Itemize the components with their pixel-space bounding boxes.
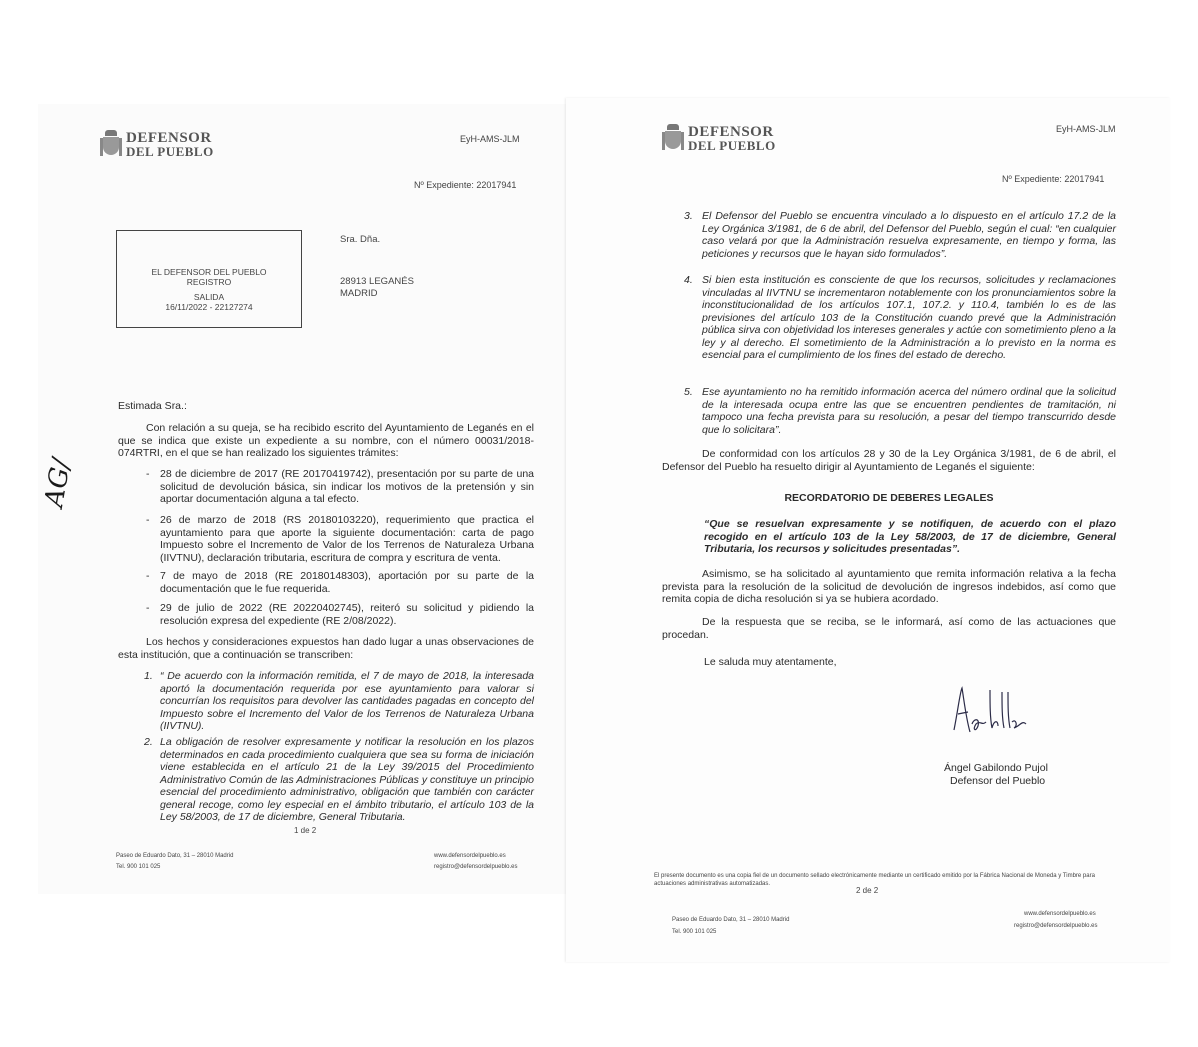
recordatorio-heading: RECORDATORIO DE DEBERES LEGALES [784, 492, 994, 504]
footer-website: www.defensordelpueblo.es [1024, 911, 1096, 917]
recipient-city: 28913 LEGANÉS [340, 276, 414, 287]
logo-line-2: DEL PUEBLO [688, 138, 776, 153]
signer-title: Defensor del Pueblo [950, 775, 1046, 787]
handwritten-initials: AG/ [39, 456, 78, 510]
footer-website: www.defensordelpueblo.es [434, 853, 506, 859]
reference-code: EyH-AMS-JLM [1056, 124, 1116, 134]
tramite-item-4: 29 de julio de 2022 (RE 20220402745), reiteró su solicitud y pidiendo la resolución expresa del expediente (RE 2/08/2022). [160, 602, 534, 627]
tramite-item-2: 26 de marzo de 2018 (RS 20180103220), requerimiento que practica el ayuntamiento para que aporte la siguiente documentación: carta de pago Impuesto sobre el Incremento de Valor de los Terrenos de Naturaleza Urbana (IIVTNU), declaración tributaria, escritura de compra y escritura de venta. [160, 514, 534, 564]
logo-line-1: DEFENSOR [688, 124, 774, 140]
intro-paragraph: Con relación a su queja, se ha recibido escrito del Ayuntamiento de Leganés en el que se indica que existe un expediente a su nombre, con el número 00031/2018-074RTRI, en el que se han realizado los siguientes trámites: [118, 422, 534, 459]
closing-salutation: Le saluda muy atentamente, [704, 656, 837, 668]
footer-email: registro@defensordelpueblo.es [434, 864, 518, 870]
hechos-paragraph: Los hechos y consideraciones expuestos han dado lugar a unas observaciones de esta institución, que a continuación se transcriben: [118, 636, 534, 661]
obs-number-3: 3. [684, 210, 693, 222]
greeting: Estimada Sra.: [118, 400, 187, 412]
observation-3: El Defensor del Pueblo se encuentra vinculado a lo dispuesto en el artículo 17.2 de la Ley Orgánica 3/1981, de 6 de abril, del Defensor del Pueblo, según el cual: “en cualquier caso velará por que la Administración resuelva expresamente, en tiempo y forma, las peticiones y recursos que le hayan sido formulados”. [702, 210, 1116, 260]
asimismo-paragraph: Asimismo, se ha solicitado al ayuntamiento que remita información relativa a la fecha prevista para la resolución de la solicitud de devolución de ingresos indebidos, así como que remita copia de dicha resolución si ya se hubiera acordado. [662, 568, 1116, 605]
registry-stamp [116, 230, 302, 328]
expediente-number: Nº Expediente: 22017941 [414, 180, 517, 190]
footer-address: Paseo de Eduardo Dato, 31 – 28010 Madrid [672, 917, 790, 923]
obs-number-5: 5. [684, 386, 693, 398]
coat-of-arms-icon [100, 130, 122, 160]
letter-page-1: DEFENSOR DEL PUEBLO EyH-AMS-JLM Nº Expediente: 22017941 EL DEFENSOR DEL PUEBLO REGISTRO SALIDA 16/11/2022 - 22127274 Sra. Dña. 28913 LEGANÉS MADRID AG/ Estimada Sra.: Con relación a su queja, se ha recibido escrito del Ayuntamiento de Leganés en el que se indica que existe un expediente a su nombre, con el número 00031/2018-074RTRI, en el que se han realizado los siguientes trámites: - 28 de diciembre de 2017 (RE 20170419742), presentación por su parte de una solicitud de devolución básica, sin indicar los motivos de la pretensión y sin aportar documentación alguna a tal efecto. - 26 de marzo de 2018 (RS 20180103220), requerimiento que practica el ayuntamiento para que aporte la siguiente documentación: carta de pago Impuesto sobre el Incremento de Valor de los Terrenos de Naturaleza Urbana (IIVTNU), declaración tributaria, escritura de compra y escritura de venta. - 7 de mayo de 2018 (RE 20180148303), aportación por su parte de la documentación que le fue requerida. - 29 de julio de 2022 (RE 20220402745), reiteró su solicitud y pidiendo la resolución expresa del expediente (RE 2/08/2022). Los hechos y consideraciones expuestos han dado lugar a unas observaciones de esta institución, que a continuación se transcriben: 1. “ De acuerdo con la información remitida, el 7 de mayo de 2018, la interesada aportó la documentación requerida por ese ayuntamiento para valorar si concurrían los requisitos para devolver las cantidades pagadas en concepto del Impuesto sobre el Incremento del Valor de los Terrenos de Naturaleza Urbana (IIVTNU). 2. La obligación de resolver expresamente y notificar la resolución en los plazos determinados en cada procedimiento cualquiera que sea su forma de iniciación viene establecida en el artículo 21 de la Ley 39/2015 del Procedimiento Administrativo Común de las Administraciones Públicas y constituye un principio esencial del procedimiento administrativo, obligación que también con carácter general recoge, como ley especial en el ámbito tributario, el artículo 103 de la Ley 58/2003, de 17 de diciembre, General Tributaria. 1 de 2 Paseo de Eduardo Dato, 31 – 28010 Madrid Tel. 900 101 025 www.defensordelpueblo.es registro@defensordelpueblo.es [38, 104, 570, 894]
signer-name: Ángel Gabilondo Pujol [944, 762, 1048, 774]
stamp-line-3: SALIDA [193, 292, 225, 302]
respuesta-paragraph: De la respuesta que se reciba, se le informará, así como de las actuaciones que procedan. [662, 616, 1116, 641]
conformidad-paragraph: De conformidad con los artículos 28 y 30 de la Ley Orgánica 3/1981, de 6 de abril, el Defensor del Pueblo ha resuelto dirigir al Ayuntamiento de Leganés el siguiente: [662, 448, 1116, 473]
observation-5: Ese ayuntamiento no ha remitido información acerca del número ordinal que la solicitud de la interesada ocupa entre las que se encuentren pendientes de tramitación, ni tampoco una fecha prevista para su resolución, a pesar del tiempo transcurrido desde que lo solicitara”. [702, 386, 1116, 436]
stamp-line-2: REGISTRO [186, 277, 232, 287]
footer-phone: Tel. 900 101 025 [672, 929, 717, 935]
logo-line-2: DEL PUEBLO [126, 144, 214, 159]
tramite-item-3: 7 de mayo de 2018 (RE 20180148303), aportación por su parte de la documentación que le fue requerida. [160, 570, 534, 595]
page-number: 1 de 2 [294, 826, 317, 835]
fnmt-note: El presente documento es una copia fiel de un documento sellado electrónicamente mediante un certificado emitido por la Fábrica Nacional de Moneda y Timbre para actuaciones administrativas automatizadas. [654, 873, 1095, 887]
institution-logo [100, 130, 214, 160]
obs-number-4: 4. [684, 274, 693, 286]
page-number: 2 de 2 [856, 886, 879, 895]
footer-phone: Tel. 900 101 025 [116, 864, 161, 870]
recordatorio-quote: “Que se resuelvan expresamente y se notifiquen, de acuerdo con el plazo recogido en el artículo 103 de la Ley 58/2003, de 17 de diciembre, General Tributaria, los recursos y solicitudes presentadas”. [704, 518, 1116, 555]
stamp-line-1: EL DEFENSOR DEL PUEBLO [151, 267, 267, 277]
coat-of-arms-icon [662, 124, 684, 154]
expediente-number: Nº Expediente: 22017941 [1002, 174, 1105, 184]
handwritten-signature [946, 680, 1036, 740]
footer-email: registro@defensordelpueblo.es [1014, 923, 1098, 929]
observation-1: “ De acuerdo con la información remitida, el 7 de mayo de 2018, la interesada aportó la documentación requerida por ese ayuntamiento para valorar si concurrían los requisitos para devolver las cantidades pagadas en concepto del Impuesto sobre el Incremento del Valor de los Terrenos de Naturaleza Urbana (IIVTNU). [160, 670, 534, 732]
logo-line-1: DEFENSOR [126, 130, 212, 146]
obs-number-2: 2. [144, 736, 153, 748]
recipient-name: Sra. Dña. [340, 234, 381, 245]
reference-code: EyH-AMS-JLM [460, 134, 520, 144]
tramite-item-1: 28 de diciembre de 2017 (RE 20170419742), presentación por su parte de una solicitud de devolución básica, sin indicar los motivos de la pretensión y sin aportar documentación alguna a tal efecto. [160, 468, 534, 505]
recipient-province: MADRID [340, 288, 378, 299]
institution-logo [662, 124, 776, 154]
observation-2: La obligación de resolver expresamente y notificar la resolución en los plazos determinados en cada procedimiento cualquiera que sea su forma de iniciación viene establecida en el artículo 21 de la Ley 39/2015 del Procedimiento Administrativo Común de las Administraciones Públicas y constituye un principio esencial del procedimiento administrativo, obligación que también con carácter general recoge, como ley especial en el ámbito tributario, el artículo 103 de la Ley 58/2003, de 17 de diciembre, General Tributaria. [160, 736, 534, 823]
letter-page-2 [566, 98, 1170, 962]
obs-number-1: 1. [144, 670, 153, 682]
observation-4: Si bien esta institución es consciente de que los recursos, solicitudes y reclamaciones vinculadas al IIVTNU se incrementaron notablemente con los pronunciamientos sobre la inconstitucionalidad de los artículos 107.1, 107.2. y 110.4, también lo es de las previsiones del artículo 103 de la Constitución cuando prevé que la Administración pública sirva con objetividad los intereses generales y actúe con sometimiento pleno a la ley y al derecho. El sometimiento de la Administración a lo previsto en la norma es esencial para el cumplimiento de los fines del estado de derecho. [702, 274, 1116, 361]
footer-address: Paseo de Eduardo Dato, 31 – 28010 Madrid [116, 853, 234, 859]
stamp-line-4: 16/11/2022 - 22127274 [165, 302, 253, 312]
